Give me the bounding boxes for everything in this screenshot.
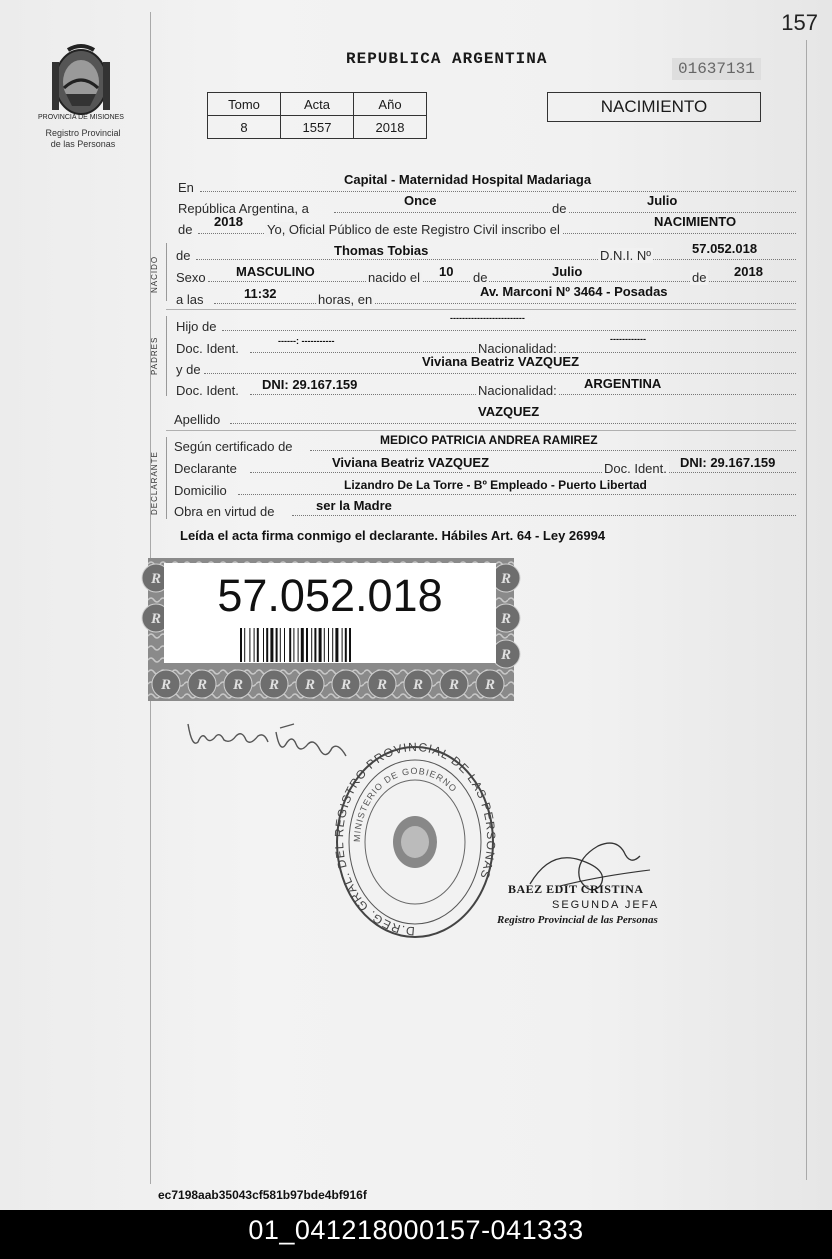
barcode-bar bbox=[324, 628, 325, 662]
section-divider bbox=[166, 316, 167, 396]
pattern-letter: R bbox=[500, 611, 512, 627]
fill-line bbox=[200, 191, 796, 192]
label-republica: República Argentina, a bbox=[178, 201, 309, 216]
stamp-inner-text: MINISTERIO DE GOBIERNO bbox=[351, 765, 460, 843]
barcode-bar bbox=[298, 628, 299, 662]
label-de: de bbox=[473, 270, 488, 285]
official-name: BAEZ EDIT CRISTINA bbox=[508, 882, 644, 896]
logo-caption-line2: de las Personas bbox=[50, 139, 116, 149]
record-table-cell: 1557 bbox=[281, 116, 354, 139]
section-label-nacido: NACIDO bbox=[150, 255, 159, 293]
section-label-padres: PADRES bbox=[150, 336, 159, 375]
field-domicilio-nac: Av. Marconi Nº 3464 - Posadas bbox=[480, 284, 668, 299]
document-hash: ec7198aab35043cf581b97bde4bf916f bbox=[158, 1188, 367, 1202]
barcode-bar bbox=[342, 628, 343, 662]
logo-caption-line1: Registro Provincial bbox=[45, 128, 121, 138]
pattern-letter: R bbox=[340, 677, 352, 693]
field-nac-mes: Julio bbox=[552, 264, 583, 279]
field-madre-doc: DNI: 29.167.159 bbox=[262, 377, 358, 392]
document-title: REPUBLICA ARGENTINA bbox=[346, 50, 548, 68]
fill-line bbox=[310, 450, 796, 451]
label-en: En bbox=[178, 180, 194, 195]
fill-line bbox=[222, 330, 796, 331]
section-divider bbox=[166, 437, 167, 519]
province-logo-icon bbox=[38, 42, 124, 124]
barcode-bar bbox=[332, 628, 333, 662]
barcode-bar bbox=[244, 628, 245, 662]
barcode-bar bbox=[335, 628, 338, 662]
field-obra: ser la Madre bbox=[316, 498, 392, 513]
field-apellido: VAZQUEZ bbox=[478, 404, 540, 419]
label-nacionalidad: Nacionalidad: bbox=[478, 341, 557, 356]
pattern-letter: R bbox=[448, 677, 460, 693]
field-domicilio: Lizandro De La Torre - Bº Empleado - Puerto Libertad bbox=[344, 478, 647, 492]
field-dia-texto: Once bbox=[404, 193, 437, 208]
section-label-declarante: DECLARANTE bbox=[150, 451, 159, 515]
label-nacionalidad: Nacionalidad: bbox=[478, 383, 557, 398]
record-table-header: Tomo bbox=[208, 93, 281, 116]
field-sexo: MASCULINO bbox=[236, 264, 315, 279]
label-doc-ident: Doc. Ident. bbox=[604, 461, 667, 476]
barcode-bar bbox=[249, 628, 250, 662]
barcode-bar bbox=[328, 628, 329, 662]
label-hijo-de: Hijo de bbox=[176, 319, 217, 334]
barcode-bar bbox=[311, 628, 312, 662]
label-horas-en: horas, en bbox=[318, 292, 373, 307]
fill-line bbox=[214, 303, 796, 304]
barcode-bar bbox=[293, 628, 294, 662]
record-table-header: Acta bbox=[281, 93, 354, 116]
pattern-letter: R bbox=[196, 677, 208, 693]
serial-number: 01637131 bbox=[672, 58, 761, 80]
label-a-las: a las bbox=[176, 292, 204, 307]
pattern-letter: R bbox=[500, 647, 512, 663]
field-lugar: Capital - Maternidad Hospital Madariaga bbox=[344, 172, 592, 187]
label-domicilio: Domicilio bbox=[174, 483, 227, 498]
label-y-de: y de bbox=[176, 362, 201, 377]
field-declarante: Viviana Beatriz VAZQUEZ bbox=[332, 455, 490, 470]
fill-line bbox=[238, 494, 796, 495]
ticket-dni-number: 57.052.018 bbox=[217, 570, 443, 621]
barcode-icon bbox=[240, 628, 418, 662]
field-dni: 57.052.018 bbox=[692, 241, 758, 256]
fill-line bbox=[204, 373, 796, 374]
fill-line bbox=[230, 423, 796, 424]
barcode-bar bbox=[263, 628, 264, 662]
right-margin-line bbox=[806, 40, 807, 1180]
record-type-box: NACIMIENTO bbox=[547, 92, 761, 122]
footer-id: 01_041218000157-041333 bbox=[248, 1215, 584, 1245]
official-stamp-icon bbox=[330, 742, 500, 942]
closing-statement: Leída el acta firma conmigo el declarante. Hábiles Art. 64 - Ley 26994 bbox=[180, 528, 606, 543]
record-table-cell: 2018 bbox=[354, 116, 427, 139]
pattern-letter: R bbox=[376, 677, 388, 693]
official-role: SEGUNDA JEFA bbox=[552, 899, 660, 911]
barcode-bar bbox=[284, 628, 285, 662]
field-declarante-doc: DNI: 29.167.159 bbox=[680, 455, 776, 470]
pattern-letter: R bbox=[150, 571, 162, 587]
pattern-letter: R bbox=[160, 677, 172, 693]
pattern-letter: R bbox=[232, 677, 244, 693]
field-nac-anio: 2018 bbox=[734, 264, 763, 279]
logo-text: PROVINCIA DE MISIONES bbox=[38, 114, 124, 121]
official-org: Registro Provincial de las Personas bbox=[497, 914, 658, 926]
section-separator bbox=[166, 309, 796, 310]
barcode-bar bbox=[254, 628, 255, 662]
label-obra: Obra en virtud de bbox=[174, 504, 275, 519]
pattern-letter: R bbox=[150, 611, 162, 627]
field-padre: ------------------------- bbox=[450, 313, 525, 323]
field-padre-doc: ------: ----------- bbox=[278, 336, 335, 346]
barcode-bar bbox=[319, 628, 322, 662]
barcode-bar bbox=[301, 628, 304, 662]
barcode-bar bbox=[276, 628, 278, 662]
barcode-bar bbox=[314, 628, 316, 662]
label-de: de bbox=[552, 201, 567, 216]
field-padre-nac: ------------ bbox=[610, 334, 646, 344]
stamp-ring-text: D.REG. GRAL. DEL REGISTRO PROVINCIAL DE LAS PERSONAS bbox=[331, 742, 499, 939]
fill-line bbox=[292, 515, 796, 516]
fill-line bbox=[196, 259, 796, 260]
pattern-letter: R bbox=[500, 571, 512, 587]
field-madre-nac: ARGENTINA bbox=[584, 376, 662, 391]
footer-id-bar bbox=[0, 1210, 832, 1259]
pattern-letter: R bbox=[304, 677, 316, 693]
barcode-bar bbox=[240, 628, 242, 662]
label-de: de bbox=[176, 248, 191, 263]
record-table bbox=[207, 92, 427, 139]
logo-caption bbox=[28, 128, 138, 150]
label-apellido: Apellido bbox=[174, 412, 221, 427]
barcode-bar bbox=[266, 628, 268, 662]
field-mes-texto: Julio bbox=[647, 193, 678, 208]
section-divider bbox=[166, 243, 167, 301]
pattern-letter: R bbox=[268, 677, 280, 693]
label-doc-ident: Doc. Ident. bbox=[176, 341, 239, 356]
label-sexo: Sexo bbox=[176, 270, 206, 285]
pattern-letter: R bbox=[412, 677, 424, 693]
field-nac-dia: 10 bbox=[439, 264, 454, 279]
barcode-bar bbox=[306, 628, 308, 662]
barcode-bar bbox=[349, 628, 351, 662]
label-dni: D.N.I. Nº bbox=[600, 248, 651, 263]
field-madre: Viviana Beatriz VAZQUEZ bbox=[422, 354, 580, 369]
record-table-cell: 8 bbox=[208, 116, 281, 139]
field-nombre: Thomas Tobias bbox=[334, 243, 429, 258]
label-declarante: Declarante bbox=[174, 461, 237, 476]
field-anio: 2018 bbox=[214, 214, 243, 229]
label-doc-ident: Doc. Ident. bbox=[176, 383, 239, 398]
label-segun: Según certificado de bbox=[174, 439, 293, 454]
field-certificado: MEDICO PATRICIA ANDREA RAMIREZ bbox=[380, 433, 598, 447]
section-separator bbox=[166, 430, 796, 431]
field-tipo: NACIMIENTO bbox=[654, 214, 737, 229]
record-table-header: Año bbox=[354, 93, 427, 116]
field-hora: 11:32 bbox=[244, 286, 277, 301]
label-oficial: Yo, Oficial Público de este Registro Civil inscribo el bbox=[267, 222, 560, 237]
label-nacido-el: nacido el bbox=[368, 270, 421, 285]
barcode-bar bbox=[280, 628, 281, 662]
barcode-bar bbox=[289, 628, 291, 662]
page-number: 157 bbox=[781, 10, 818, 35]
barcode-bar bbox=[257, 628, 259, 662]
label-de: de bbox=[178, 222, 193, 237]
pattern-letter: R bbox=[484, 677, 496, 693]
label-de: de bbox=[692, 270, 707, 285]
barcode-bar bbox=[345, 628, 347, 662]
fill-line bbox=[250, 472, 796, 473]
barcode-bar bbox=[270, 628, 273, 662]
